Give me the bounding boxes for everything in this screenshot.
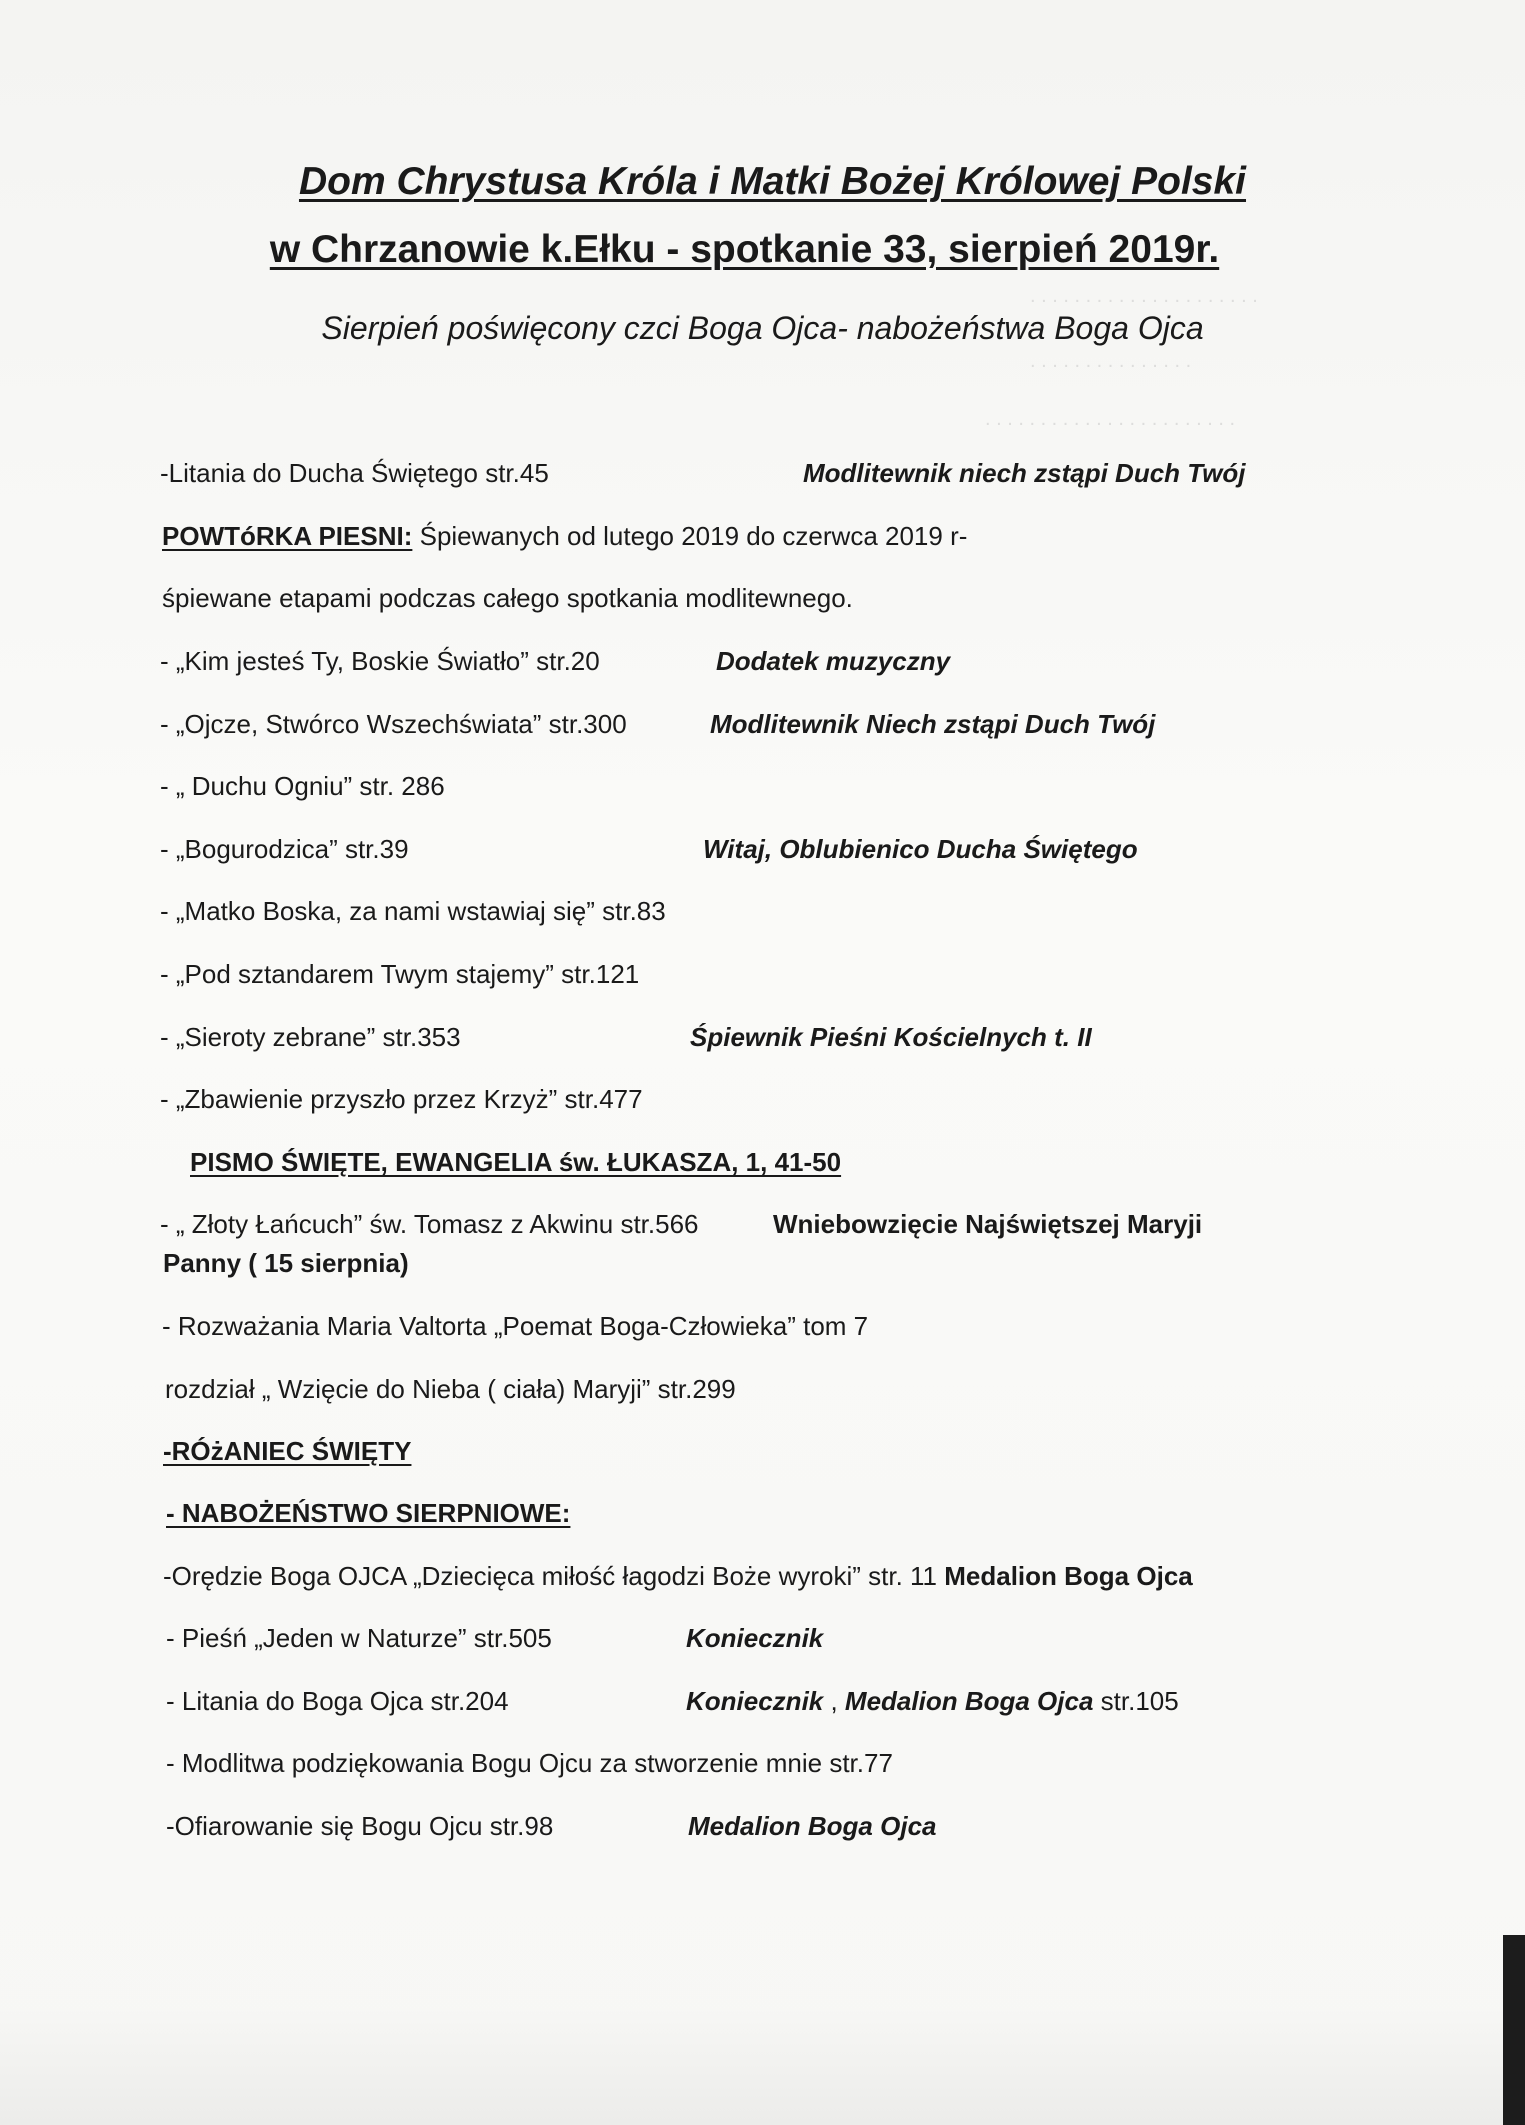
bleed-through-text: . . . . . . . . . . . . . . . bbox=[1030, 350, 1192, 372]
thanks-prayer: - Modlitwa podziękowania Bogu Ojcu za stworzenie mnie str.77 bbox=[166, 1748, 893, 1778]
song-item: - „Pod sztandarem Twym stajemy” str.121 bbox=[160, 959, 640, 989]
document-title-line2: w Chrzanowie k.Ełku - spotkanie 33, sierpień 2019r. bbox=[269, 228, 1220, 271]
songs-review-intro bbox=[162, 521, 967, 552]
father-message-source: Medalion Boga Ojca bbox=[944, 1561, 1193, 1591]
father-message bbox=[163, 1561, 1193, 1592]
song-item-source: Modlitewnik Niech zstąpi Duch Twój bbox=[710, 709, 1156, 739]
songs-review-text2: śpiewane etapami podczas całego spotkania modlitewnego. bbox=[162, 583, 853, 613]
offering-prayer-source: Medalion Boga Ojca bbox=[688, 1811, 937, 1841]
scan-edge-strip bbox=[1503, 1935, 1525, 2125]
meditation-line1: - Rozważania Maria Valtorta „Poemat Boga-Człowieka” tom 7 bbox=[162, 1311, 869, 1341]
father-litany-source2: Medalion Boga Ojca bbox=[844, 1686, 1094, 1716]
bleed-through-text: . . . . . . . . . . . . . . . . . . . . . bbox=[1030, 285, 1258, 307]
song-item-source: Witaj, Oblubienico Ducha Świętego bbox=[703, 834, 1138, 864]
father-litany-page: str.105 bbox=[1093, 1686, 1179, 1716]
rosary-heading: -RÓżANIEC ŚWIĘTY bbox=[163, 1436, 412, 1466]
song-item: - „Zbawienie przyszło przez Krzyż” str.477 bbox=[160, 1084, 643, 1114]
song-item: - „Sieroty zebrane” str.353 bbox=[160, 1022, 461, 1052]
litany-holy-spirit: -Litania do Ducha Świętego str.45 bbox=[160, 458, 549, 488]
golden-chain-source-cont: Panny ( 15 sierpnia) bbox=[163, 1248, 409, 1278]
song-item: - „ Duchu Ogniu” str. 286 bbox=[160, 771, 445, 801]
song-item: - „Bogurodzica” str.39 bbox=[160, 834, 409, 864]
litany-holy-spirit-source: Modlitewnik niech zstąpi Duch Twój bbox=[803, 458, 1246, 488]
song-item-source: Śpiewnik Pieśni Kościelnych t. II bbox=[690, 1022, 1092, 1052]
song-item: - „Matko Boska, za nami wstawiaj się” str.83 bbox=[160, 896, 666, 926]
golden-chain-source: Wniebowzięcie Najświętszej Maryji bbox=[773, 1209, 1203, 1239]
songs-review-heading: POWTóRKA PIESNI: bbox=[162, 521, 413, 551]
scripture-heading: PISMO ŚWIĘTE, EWANGELIA św. ŁUKASZA, 1, 41-50 bbox=[190, 1147, 842, 1177]
golden-chain: - „ Złoty Łańcuch” św. Tomasz z Akwinu str.566 bbox=[160, 1209, 699, 1239]
document-title-line1: Dom Chrystusa Króla i Matki Bożej Królowej Polski bbox=[298, 160, 1247, 203]
scan-bottom-shadow bbox=[0, 2005, 1525, 2125]
devotion-song-source: Koniecznik bbox=[686, 1623, 824, 1653]
father-litany-sep: , bbox=[823, 1686, 845, 1716]
father-litany-sources bbox=[686, 1686, 1179, 1717]
father-message-text: -Orędzie Boga OJCA „Dziecięca miłość łagodzi Boże wyroki” str. 11 bbox=[163, 1561, 945, 1591]
father-litany-source1: Koniecznik bbox=[686, 1686, 824, 1716]
father-litany: - Litania do Boga Ojca str.204 bbox=[166, 1686, 509, 1716]
meditation-line2: rozdział „ Wzięcie do Nieba ( ciała) Maryji” str.299 bbox=[165, 1374, 736, 1404]
devotion-song: - Pieśń „Jeden w Naturze” str.505 bbox=[166, 1623, 552, 1653]
devotion-heading: - NABOŻEŃSTWO SIERPNIOWE: bbox=[166, 1498, 571, 1528]
offering-prayer: -Ofiarowanie się Bogu Ojcu str.98 bbox=[166, 1811, 554, 1841]
document-subtitle: Sierpień poświęcony czci Boga Ojca- nabożeństwa Boga Ojca bbox=[321, 310, 1204, 346]
song-item: - „Ojcze, Stwórco Wszechświata” str.300 bbox=[160, 709, 627, 739]
bleed-through-text: . . . . . . . . . . . . . . . . . . . . . . . bbox=[985, 408, 1236, 430]
songs-review-text: Śpiewanych od lutego 2019 do czerwca 2019 r- bbox=[412, 521, 968, 551]
song-item-source: Dodatek muzyczny bbox=[716, 646, 951, 676]
song-item: - „Kim jesteś Ty, Boskie Światło” str.20 bbox=[160, 646, 600, 676]
